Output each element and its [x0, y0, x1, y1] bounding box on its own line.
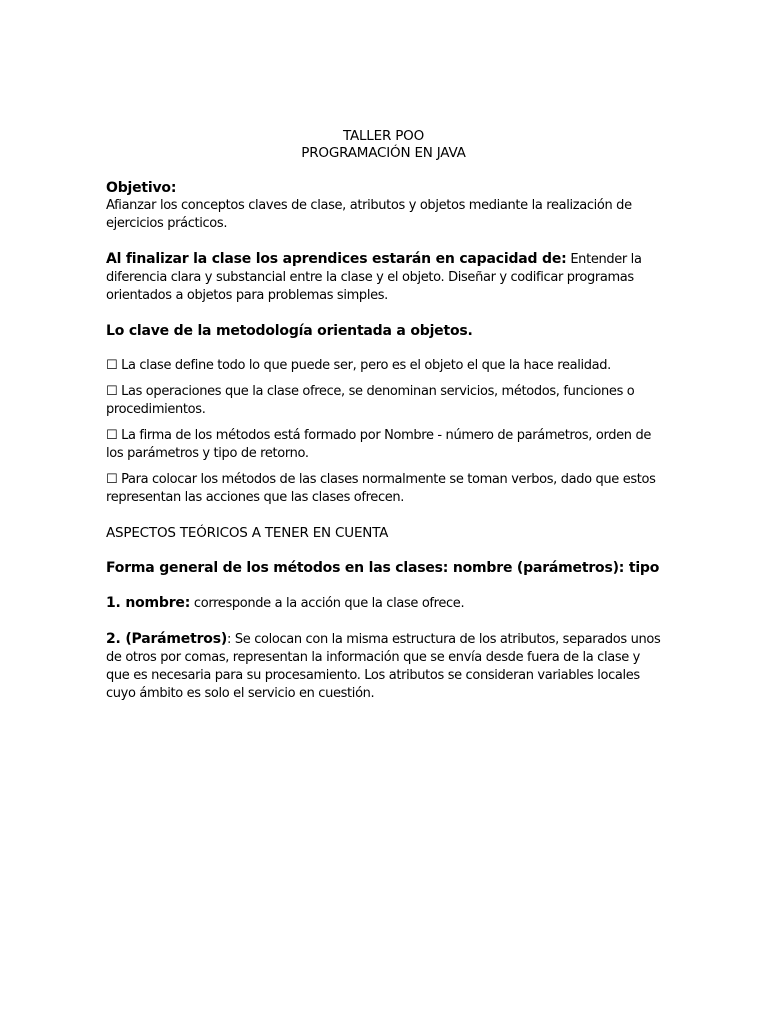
- objetivo-section: [106, 179, 661, 233]
- point-2-text: : Se colocan con la misma estructura de los atributos, separados unos de otros por comas, representan la información que se envía desde fuera de la clase y que es necesaria para su procesamiento. Los atributos se consideran variables locales cuyo ámbito es solo el servicio en cuestión.: [106, 632, 661, 701]
- forma-general-heading: Forma general de los métodos en las clases: nombre (parámetros): tipo: [106, 560, 660, 576]
- title-line-2: PROGRAMACIÓN EN JAVA: [301, 145, 466, 161]
- document-title: [106, 128, 661, 162]
- finalizar-text: Entender la diferencia clara y substancial entre la clase y el objeto. Diseñar y codificar programas orientados a objetos para problemas simples.: [106, 252, 642, 303]
- point-2-label: 2. (Parámetros): [106, 631, 228, 647]
- list-item: [106, 427, 661, 463]
- list-item: [106, 357, 661, 375]
- list-item-text: Las operaciones que la clase ofrece, se denominan servicios, métodos, funciones o procedimientos.: [106, 384, 635, 417]
- checkbox-icon: ☐: [106, 472, 118, 487]
- checkbox-icon: ☐: [106, 384, 118, 399]
- finalizar-paragraph: [106, 250, 661, 305]
- aspectos-heading: ASPECTOS TEÓRICOS A TENER EN CUENTA: [106, 525, 389, 541]
- point-1-paragraph: [106, 594, 661, 613]
- checkbox-icon: ☐: [106, 358, 118, 373]
- point-1-text: corresponde a la acción que la clase ofrece.: [190, 596, 465, 611]
- metodologia-heading: Lo clave de la metodología orientada a objetos.: [106, 323, 473, 339]
- finalizar-bold: Al finalizar la clase los aprendices estarán en capacidad de:: [106, 251, 567, 267]
- list-item-text: La clase define todo lo que puede ser, pero es el objeto el que la hace realidad.: [117, 358, 611, 373]
- point-1-label: 1. nombre:: [106, 595, 191, 611]
- title-line-1: TALLER POO: [342, 128, 425, 144]
- list-item-text: La firma de los métodos está formado por Nombre - número de parámetros, orden de los parámetros y tipo de retorno.: [106, 428, 651, 461]
- document-page: [106, 128, 661, 703]
- list-item-text: Para colocar los métodos de las clases normalmente se toman verbos, dado que estos representan las acciones que las clases ofrecen.: [106, 472, 656, 505]
- list-item: [106, 471, 661, 507]
- metodologia-list: [106, 357, 661, 507]
- objetivo-heading: Objetivo:: [106, 180, 177, 196]
- point-2-paragraph: [106, 630, 661, 703]
- objetivo-text: Afianzar los conceptos claves de clase, atributos y objetos mediante la realización de ejercicios prácticos.: [106, 198, 632, 231]
- checkbox-icon: ☐: [106, 428, 118, 443]
- list-item: [106, 383, 661, 419]
